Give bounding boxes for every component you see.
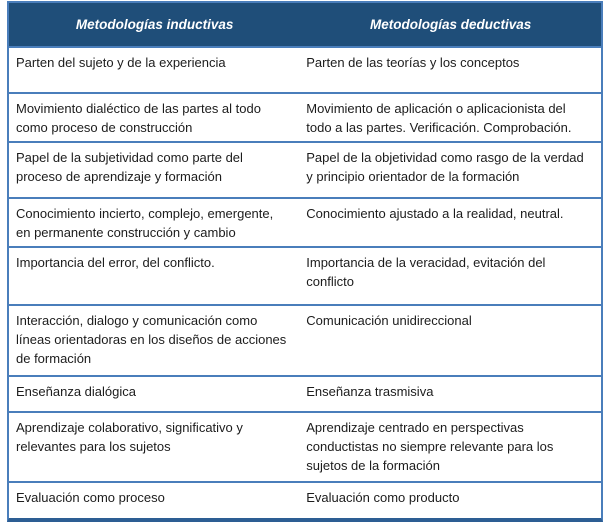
cell-inductive: Parten del sujeto y de la experiencia <box>16 55 226 70</box>
cell-deductive: Comunicación unidireccional <box>306 313 472 328</box>
cell-inductive: Importancia del error, del conflicto. <box>16 255 215 270</box>
table-row <box>9 375 601 411</box>
table-row <box>9 92 601 141</box>
cell-deductive: Papel de la objetividad como rasgo de la verdad y principio orientador de la formación <box>306 150 584 184</box>
table-row <box>9 411 601 481</box>
table-row <box>9 246 601 304</box>
table-row <box>9 304 601 375</box>
cell-deductive: Importancia de la veracidad, evitación del conflicto <box>306 255 546 289</box>
table-header-row <box>9 3 601 46</box>
cell-inductive: Papel de la subjetividad como parte del proceso de aprendizaje y formación <box>16 150 243 184</box>
cell-deductive: Aprendizaje centrado en perspectivas conductistas no siempre relevante para los sujetos de la formación <box>306 420 554 473</box>
cell-inductive: Interacción, dialogo y comunicación como líneas orientadoras en los diseños de acciones de formación <box>16 313 287 366</box>
table-row <box>9 46 601 92</box>
cell-deductive: Conocimiento ajustado a la realidad, neutral. <box>306 206 564 221</box>
cell-inductive: Aprendizaje colaborativo, significativo y relevantes para los sujetos <box>16 420 243 454</box>
table-body <box>9 46 601 518</box>
header-inductive-methodologies: Metodologías inductivas <box>75 17 234 32</box>
cell-deductive: Evaluación como producto <box>306 490 460 505</box>
cell-inductive: Conocimiento incierto, complejo, emergente, en permanente construcción y cambio <box>16 206 274 240</box>
cell-deductive: Enseñanza trasmisiva <box>306 384 434 399</box>
cell-deductive: Movimiento de aplicación o aplicacionista del todo a las partes. Verificación. Comprobación. <box>306 101 572 135</box>
header-deductive-methodologies: Metodologías deductivas <box>369 17 532 32</box>
table-row <box>9 141 601 197</box>
comparison-table <box>7 1 603 522</box>
table-row <box>9 197 601 246</box>
cell-inductive: Evaluación como proceso <box>16 490 165 505</box>
cell-deductive: Parten de las teorías y los conceptos <box>306 55 520 70</box>
table-row <box>9 481 601 518</box>
cell-inductive: Enseñanza dialógica <box>16 384 136 399</box>
cell-inductive: Movimiento dialéctico de las partes al todo como proceso de construcción <box>16 101 261 135</box>
